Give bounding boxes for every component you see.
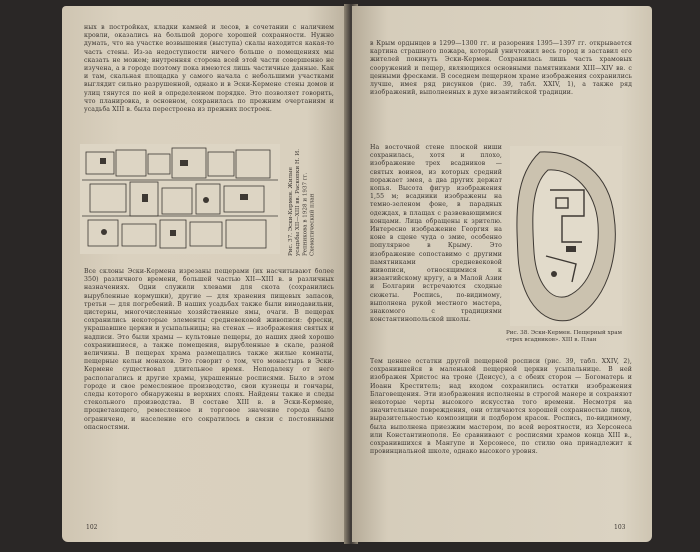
right-page-paragraph-middle: На восточной стене плоской ниши сохранилась, хотя и плохо, изображение трех всадников — святых воинов, из которых средний поражает змея, а два других держат копья. Высота фигур изображения 1,55 м; всадники изображены на темно-зеленом фоне, в парадных одеждах, в плащах с развевающимися концами. Лица обращены к зрителю. Интересно изображение Георгия на коне в сцене чуда о змие, особенно популярное в Крыму. Это изображение сопоставимо с другими памятниками средневековой живописи, относящимися к византийскому кругу, а в Малой Азии и Болгарии встречаются сходные сюжеты. Роспись, по-видимому, выполнена рукой местного мастера, знакомого с традициями константинопольской школы. bbox=[370, 144, 502, 324]
right-page bbox=[352, 6, 652, 542]
settlement-plan-drawing bbox=[80, 144, 280, 254]
right-page-number: 103 bbox=[614, 524, 626, 531]
right-figure-caption: Рис. 38. Эски-Кермен. Пещерный храм «трех всадников». XIII в. План bbox=[506, 330, 622, 344]
left-page-number: 102 bbox=[86, 524, 98, 531]
settlement-plan-figure bbox=[80, 144, 280, 254]
cave-church-plan-drawing bbox=[510, 146, 622, 326]
left-page-paragraph-bottom: Все склоны Эски-Кермена изрезаны пещерами (их насчитывают более 350) различного времени, большей частью XII—XIII в. в различных назначениях. Одни служили хлевами для скота (сохранились вырубленные кормушки), другие — для хранения пищевых запасов, третьи — для погребений. В наших усадьбах также были винодавильни, цистерны, многочисленные хозяйственные ямы, очаги. В пещерах сохранились некоторые элементы средневековой живописи: фрески, украшавшие церкви и усыпальницы; на стенах — изображения святых и надписи. Это были храмы — культовые пещеры, до наших дней хорошо сохранившиеся, а также помещения, вырубленные в скале, разной величины. В пещерах храма размещались также жилые комнаты, пещерные кельи монахов. Это говорит о том, что монастырь в Эски-Кермене существовал длительное время. Неподалеку от него располагались и другие храмы, украшенные росписями. Было в этом городе и свое ремесленное производство, свои кузнецы и гончары, следы которого обнаружены в верхних слоях. Найдены также и следы стекольного производства. В составе XIII в. в Эски-Кермене, процветающего, ремесленное и торговое значение города было ограничено, и население его сократилось в связи с постоянными опасностями. bbox=[84, 268, 334, 431]
cave-church-plan-figure bbox=[510, 146, 622, 326]
right-page-paragraph-bottom: Тем ценнее остатки другой пещерной росписи (рис. 39, табл. XXIV, 2), сохранившейся в маленькой пещерной церкви усыпальнице. В ней изображен Христос на троне (Деисус), а с обеих сторон — Богоматерь и Иоанн Креститель; над входом сохранились остатки изображения Благовещения. Эти изображения исполнены в строгой манере и сохраняют некоторые черты высокого искусства того времени. Несмотря на значительные повреждения, они отличаются хорошей сохранностью ликов, выразительностью композиции и подбором красок. Роспись, по-видимому, была выполнена приезжим мастером, по всей вероятности, из Херсонеса или Константинополя. Ее сравнивают с росписями храмов конца XIII в., сохранившихся в Мангупе и Херсонесе, по стилю она принадлежит к провинциальной школе, однако высокого уровня. bbox=[370, 358, 632, 456]
right-page-paragraph-top: в Крым ордынцев в 1299—1300 гг. и разорения 1395—1397 гг. открывается картина страшного пожара, который уничтожил весь город и заставил его жителей покинуть Эски-Кермен. Сохранилась лишь часть храмовых сооружений и пещер, являющихся основными памятниками XIII—XIV вв. с ценными фресками. В соседнем пещерном храме изображения сохранились лучше, имея ряд рисунков (рис. 39, табл. XXIV, 1), а также ряд изображений, выполненных в духе византийской традиции. bbox=[370, 40, 632, 97]
left-page bbox=[62, 6, 350, 542]
left-page-paragraph-top: ных в постройках, кладки камней и лесов, в сочетании с наличием кровли, оказались на большой дороге хорошей сохранности. Нужно думать, что на участке возвышения (выступа) скалы находится какая-то часть стены. Из-за недоступности ничего больше о помещениях мы сказать не можем; внутренняя сторона всей этой части совершенно не изучена, а в городе поэтому пока имеются лишь частичные данные. Как и там, скальная площадка у самого начала с небольшими участками выглядит сильно разрушенной, однако и в Эски-Кермене стены домов и улиц тянутся по ней в определенном порядке. Это позволяет говорить, что планировка, в основном, сохранилась по прежним очертаниям и усадьба XIII в. была перестроена из прежних построек. bbox=[84, 24, 334, 114]
left-figure-caption: Рис. 37. Эски-Кермен. Жилые усадьбы XII—XIII вв. Раскопки Н. И. Репникова в 1928 и 1937 гг. Схематический план bbox=[288, 148, 316, 256]
